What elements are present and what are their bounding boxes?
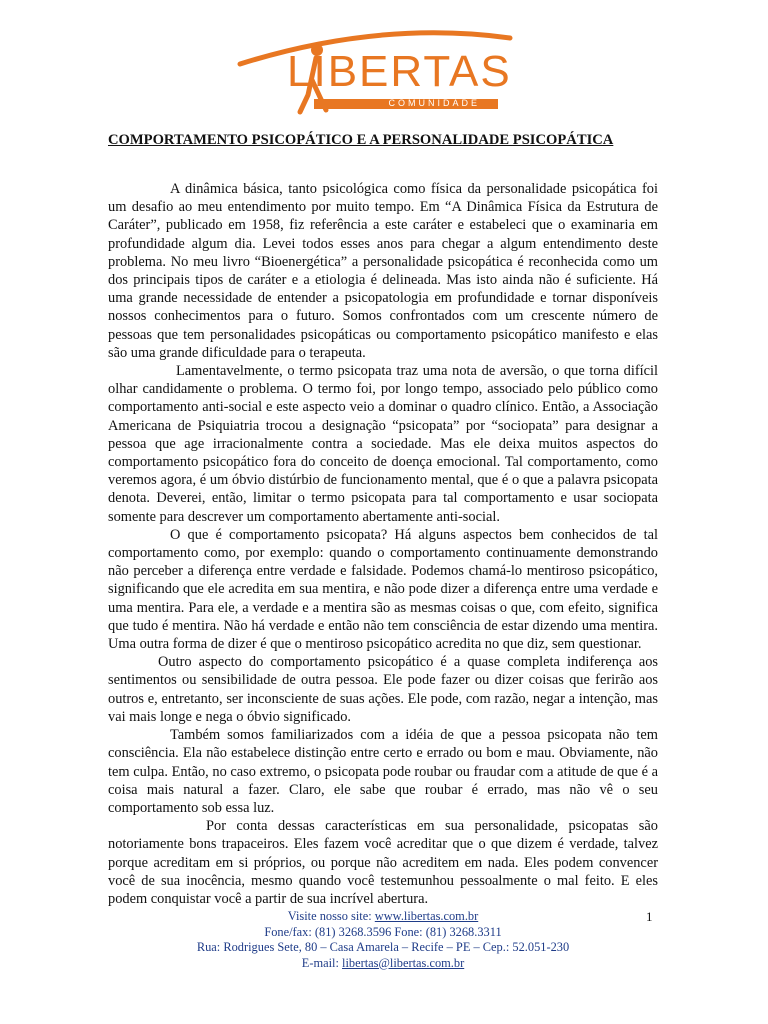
body-paragraph: Outro aspecto do comportamento psicopático é a quase completa indiferença aos sentimentos ou sensibilidade de outra pessoa. Ele pode fazer ou dizer coisas que ferirão aos outros e, entretanto, ser inconsciente de suas ações. Ele pode, com razão, negar a intenção, mas vai mais longe e nega o óbvio significado. xyxy=(108,654,658,725)
footer-email-line xyxy=(108,956,658,972)
document-body xyxy=(108,180,658,908)
footer-site-line xyxy=(108,909,658,925)
footer-site-link[interactable]: www.libertas.com.br xyxy=(374,909,479,923)
libertas-logo xyxy=(0,0,768,125)
body-paragraph: Lamentavelmente, o termo psicopata traz uma nota de aversão, o que torna difícil olhar candidamente o problema. O termo foi, por longo tempo, associado pelo público como comportamento anti-social e este aspecto veio a dominar o quadro clínico. Então, a Associação Americana de Psiquiatria trocou a designação “psicopata” por “sociopata” para designar a pessoa que age irracionalmente contra a sociedade. Mas ele deixa muitos aspectos do comportamento psicopático fora do conceito de doença emocional. Tal comportamento, como veremos agora, é um óbvio distúrbio de funcionamento mental, que é o que a palavra psicopata denota. Deverei, então, limitar o termo psicopata para tal comportamento e usar sociopata somente para descrever um comportamento abertamente anti-social. xyxy=(108,363,658,525)
page-footer xyxy=(108,909,658,971)
logo-subtitle: COMUNIDADE xyxy=(388,98,480,108)
page-number: 1 xyxy=(646,909,653,924)
footer-address: Rua: Rodrigues Sete, 80 – Casa Amarela – Recife – PE – Cep.: 52.051-230 xyxy=(196,940,570,954)
document-title: COMPORTAMENTO PSICOPÁTICO E A PERSONALIDADE PSICOPÁTICA xyxy=(108,132,614,148)
footer-phone: Fone/fax: (81) 3268.3596 Fone: (81) 3268.3311 xyxy=(264,924,502,939)
footer-email-link[interactable]: libertas@libertas.com.br xyxy=(342,955,465,970)
footer-site-prefix: Visite nosso site: xyxy=(287,909,375,923)
logo-wordmark: LIBERTAS xyxy=(287,47,512,96)
body-paragraph: A dinâmica básica, tanto psicológica como física da personalidade psicopática foi um desafio ao meu entendimento por muito tempo. Em “A Dinâmica Física da Estrutura de Caráter”, publicado em 1958, fiz referência a este caráter e estabeleci que o examinaria em profundidade algum dia. Levei todos esses anos para chegar a algum entendimento deste problema. No meu livro “Bioenergética” a personalidade psicopática é reconhecida como um dos principais tipos de caráter e a etiologia é delineada. Mas isto ainda não é suficiente. Há uma grande necessidade de entender a psicopatologia em profundidade e tornar disponíveis nossos conhecimentos para o futuro. Somos confrontados com um crescente número de pessoas que tem personalidades psicopáticas ou comportamento psicopático manifesto e elas são uma grande dificuldade para o terapeuta. xyxy=(108,181,658,361)
body-paragraph: Também somos familiarizados com a idéia de que a pessoa psicopata não tem consciência. Ela não estabelece distinção entre certo e errado ou bom e mau. Obviamente, não tem culpa. Então, no caso extremo, o psicopata pode roubar ou fraudar com a atitude de que é a coisa mais natural a fazer. Claro, ele sabe que roubar é errado, mas não vê o seu comportamento sob essa luz. xyxy=(108,727,658,816)
footer-email-prefix: E-mail: xyxy=(301,955,343,970)
body-paragraph: O que é comportamento psicopata? Há alguns aspectos bem conhecidos de tal comportamento como, por exemplo: quando o comportamento continuamente demonstrando não perceber a diferença entre verdade e falsidade. Podemos chamá-lo mentiroso psicopático, significando que ele acredita em sua mentira, e não pode dizer a diferença entre uma verdade e uma mentira. Para ele, a verdade e a mentira são as mesmas coisas o que, com efeito, significa que tudo é mentira. Não há verdade e então não tem consciência de estar dizendo uma mentira. Uma outra forma de dizer é que o mentiroso psicopático acredita no que diz, sem questionar. xyxy=(108,526,658,653)
body-paragraph: Por conta dessas características em sua personalidade, psicopatas são notoriamente bons trapaceiros. Eles fazem você acreditar que o que dizem é verdade, talvez porque acreditam em si próprios, ou porque não acreditem em nada. Eles podem convencer você de sua inocência, mesmo quando você testemunhou pessoalmente o mal feito. E eles podem conquistar você a partir de sua incrível abertura. xyxy=(108,818,658,907)
